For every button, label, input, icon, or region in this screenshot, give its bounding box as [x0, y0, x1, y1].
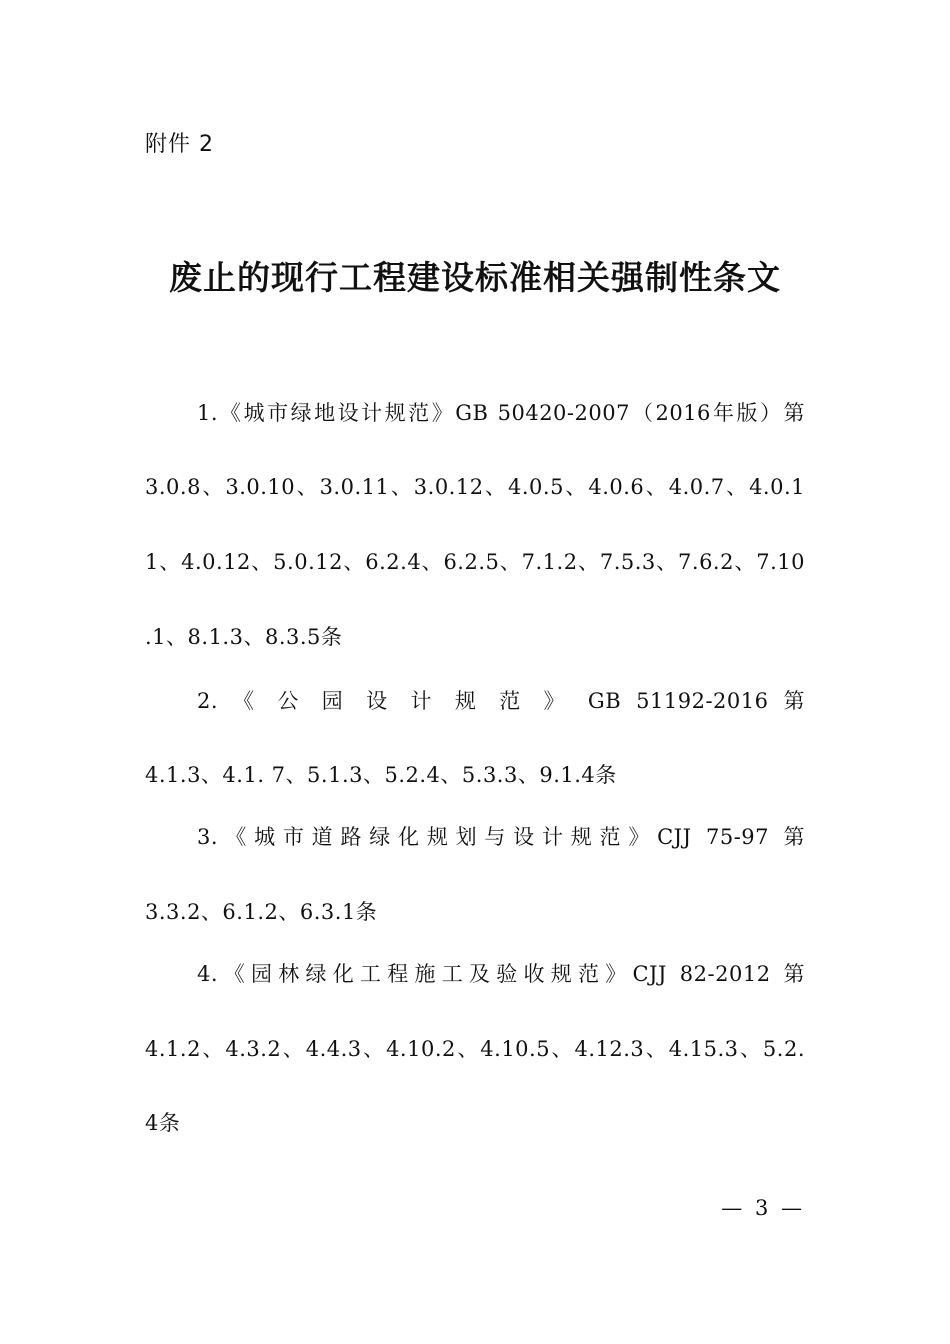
list-item-1-line-1: 1.《城市绿地设计规范》GB 50420-2007（2016年版）第 [197, 401, 805, 425]
list-item-2-line-1: 2. 《 公 园 设 计 规 范 》 GB 51192-2016 第 [197, 689, 805, 713]
list-item-4-line-2: 4.1.2、4.3.2、4.4.3、4.10.2、4.10.5、4.12.3、4.15.3、5.2. [145, 1037, 805, 1061]
attachment-label: 附件 2 [145, 132, 214, 157]
list-item-1-line-4: .1、8.1.3、8.3.5条 [145, 625, 343, 649]
list-item-3-line-2: 3.3.2、6.1.2、6.3.1条 [145, 900, 378, 924]
list-item-4-line-1: 4.《园林绿化工程施工及验收规范》CJJ 82-2012 第 [197, 962, 805, 986]
list-item-2-line-2: 4.1.3、4.1. 7、5.1.3、5.2.4、5.3.3、9.1.4条 [145, 763, 617, 787]
list-item-1-line-2: 3.0.8、3.0.10、3.0.11、3.0.12、4.0.5、4.0.6、4.0.7、4.0.1 [145, 475, 805, 499]
page-title: 废止的现行工程建设标准相关强制性条文 [169, 258, 781, 297]
list-item-3-line-1: 3.《城市道路绿化规划与设计规范》CJJ 75-97 第 [197, 825, 805, 849]
page-number: — 3 — [721, 1196, 805, 1220]
list-item-1-line-3: 1、4.0.12、5.0.12、6.2.4、6.2.5、7.1.2、7.5.3、7.6.2、7.10 [145, 550, 805, 574]
list-item-4-line-3: 4条 [145, 1111, 181, 1135]
